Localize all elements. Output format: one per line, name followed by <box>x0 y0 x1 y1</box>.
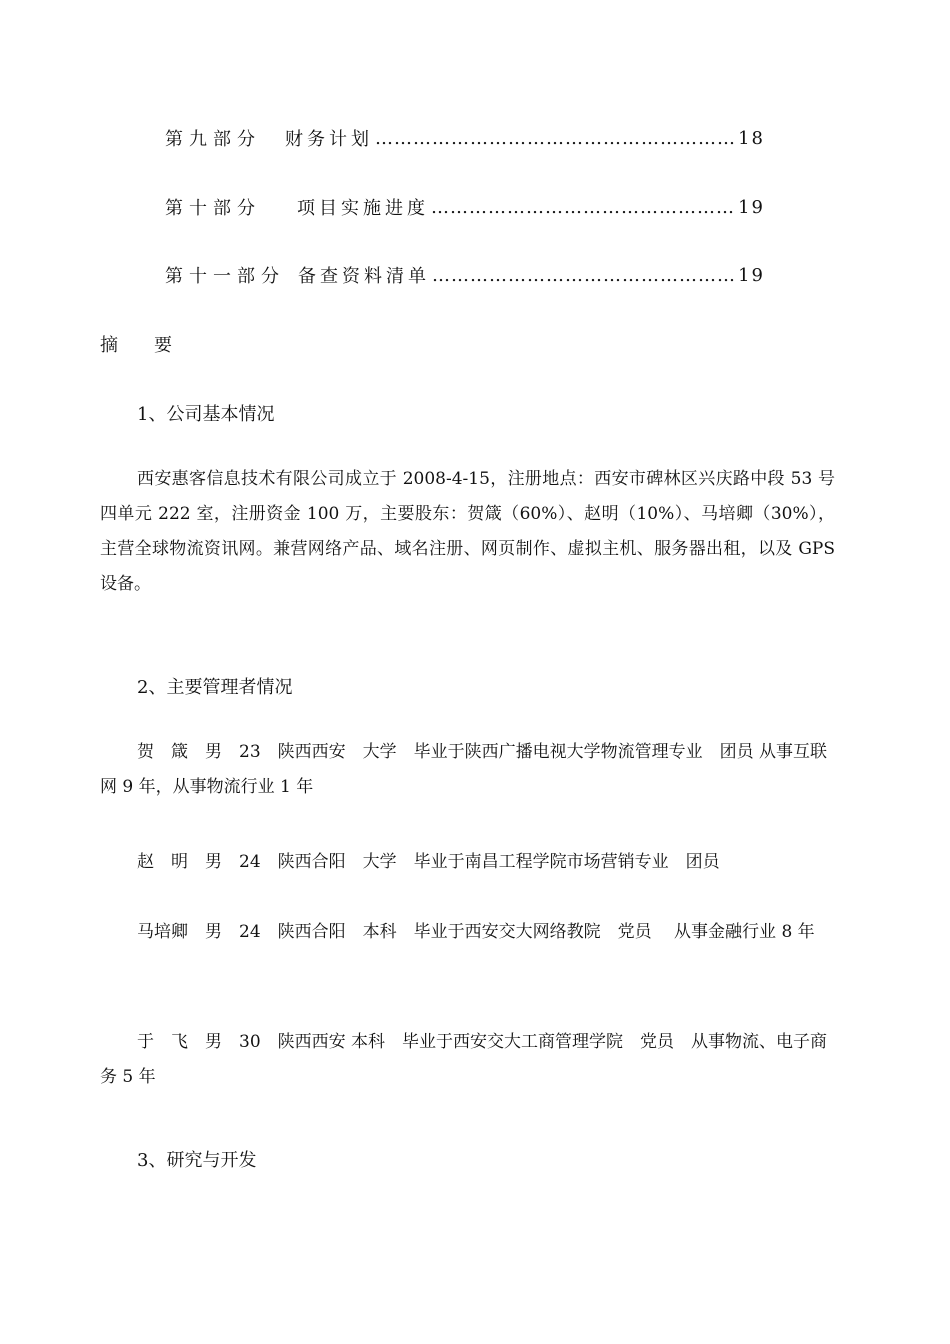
toc-part-label: 第九部分 <box>165 129 261 150</box>
toc-page-number: 19 <box>738 196 765 218</box>
toc-entry-part10 <box>165 193 765 221</box>
toc-leader-dots <box>432 265 736 286</box>
toc-part-label: 第十一部分 <box>165 266 285 287</box>
manager-entry: 贺 箴 男 23 陕西西安 大学 毕业于陕西广播电视大学物流管理专业 团员 从事互联网 9 年，从事物流行业 1 年 <box>100 742 828 797</box>
toc-entry-part9 <box>165 124 765 152</box>
section-heading-rnd: 3、研究与开发 <box>137 1150 257 1171</box>
toc-title: 备查资料清单 <box>298 266 430 287</box>
section-heading-managers: 2、主要管理者情况 <box>137 677 293 698</box>
section-heading-company-info: 1、公司基本情况 <box>137 404 275 425</box>
toc-page-number: 18 <box>738 127 765 149</box>
manager-entry: 马培卿 男 24 陕西合阳 本科 毕业于西安交大网络教院 党员 从事金融行业 8 年 <box>137 922 815 942</box>
toc-part-label: 第十部分 <box>165 198 261 219</box>
manager-entry: 赵 明 男 24 陕西合阳 大学 毕业于南昌工程学院市场营销专业 团员 <box>137 852 720 872</box>
toc-entry-part11 <box>165 261 765 289</box>
toc-page-number: 19 <box>738 264 765 286</box>
summary-heading: 摘 要 <box>100 335 172 356</box>
toc-title: 项目实施进度 <box>297 198 429 219</box>
manager-entry: 于 飞 男 30 陕西西安 本科 毕业于西安交大工商管理学院 党员 从事物流、电子商务 5 年 <box>100 1032 828 1087</box>
toc-title: 财务计划 <box>285 129 373 150</box>
toc-leader-dots <box>375 128 736 149</box>
company-info-paragraph: 西安惠客信息技术有限公司成立于 2008-4-15，注册地点：西安市碑林区兴庆路中段 53 号四单元 222 室，注册资金 100 万，主要股东：贺箴（60%）、赵明（10%）、马培卿（30%），主营全球物流资讯网。兼营网络产品、域名注册、网页制作、虚拟主机、服务器出租，以及 GPS 设备。 <box>100 469 835 594</box>
toc-leader-dots <box>431 197 736 218</box>
